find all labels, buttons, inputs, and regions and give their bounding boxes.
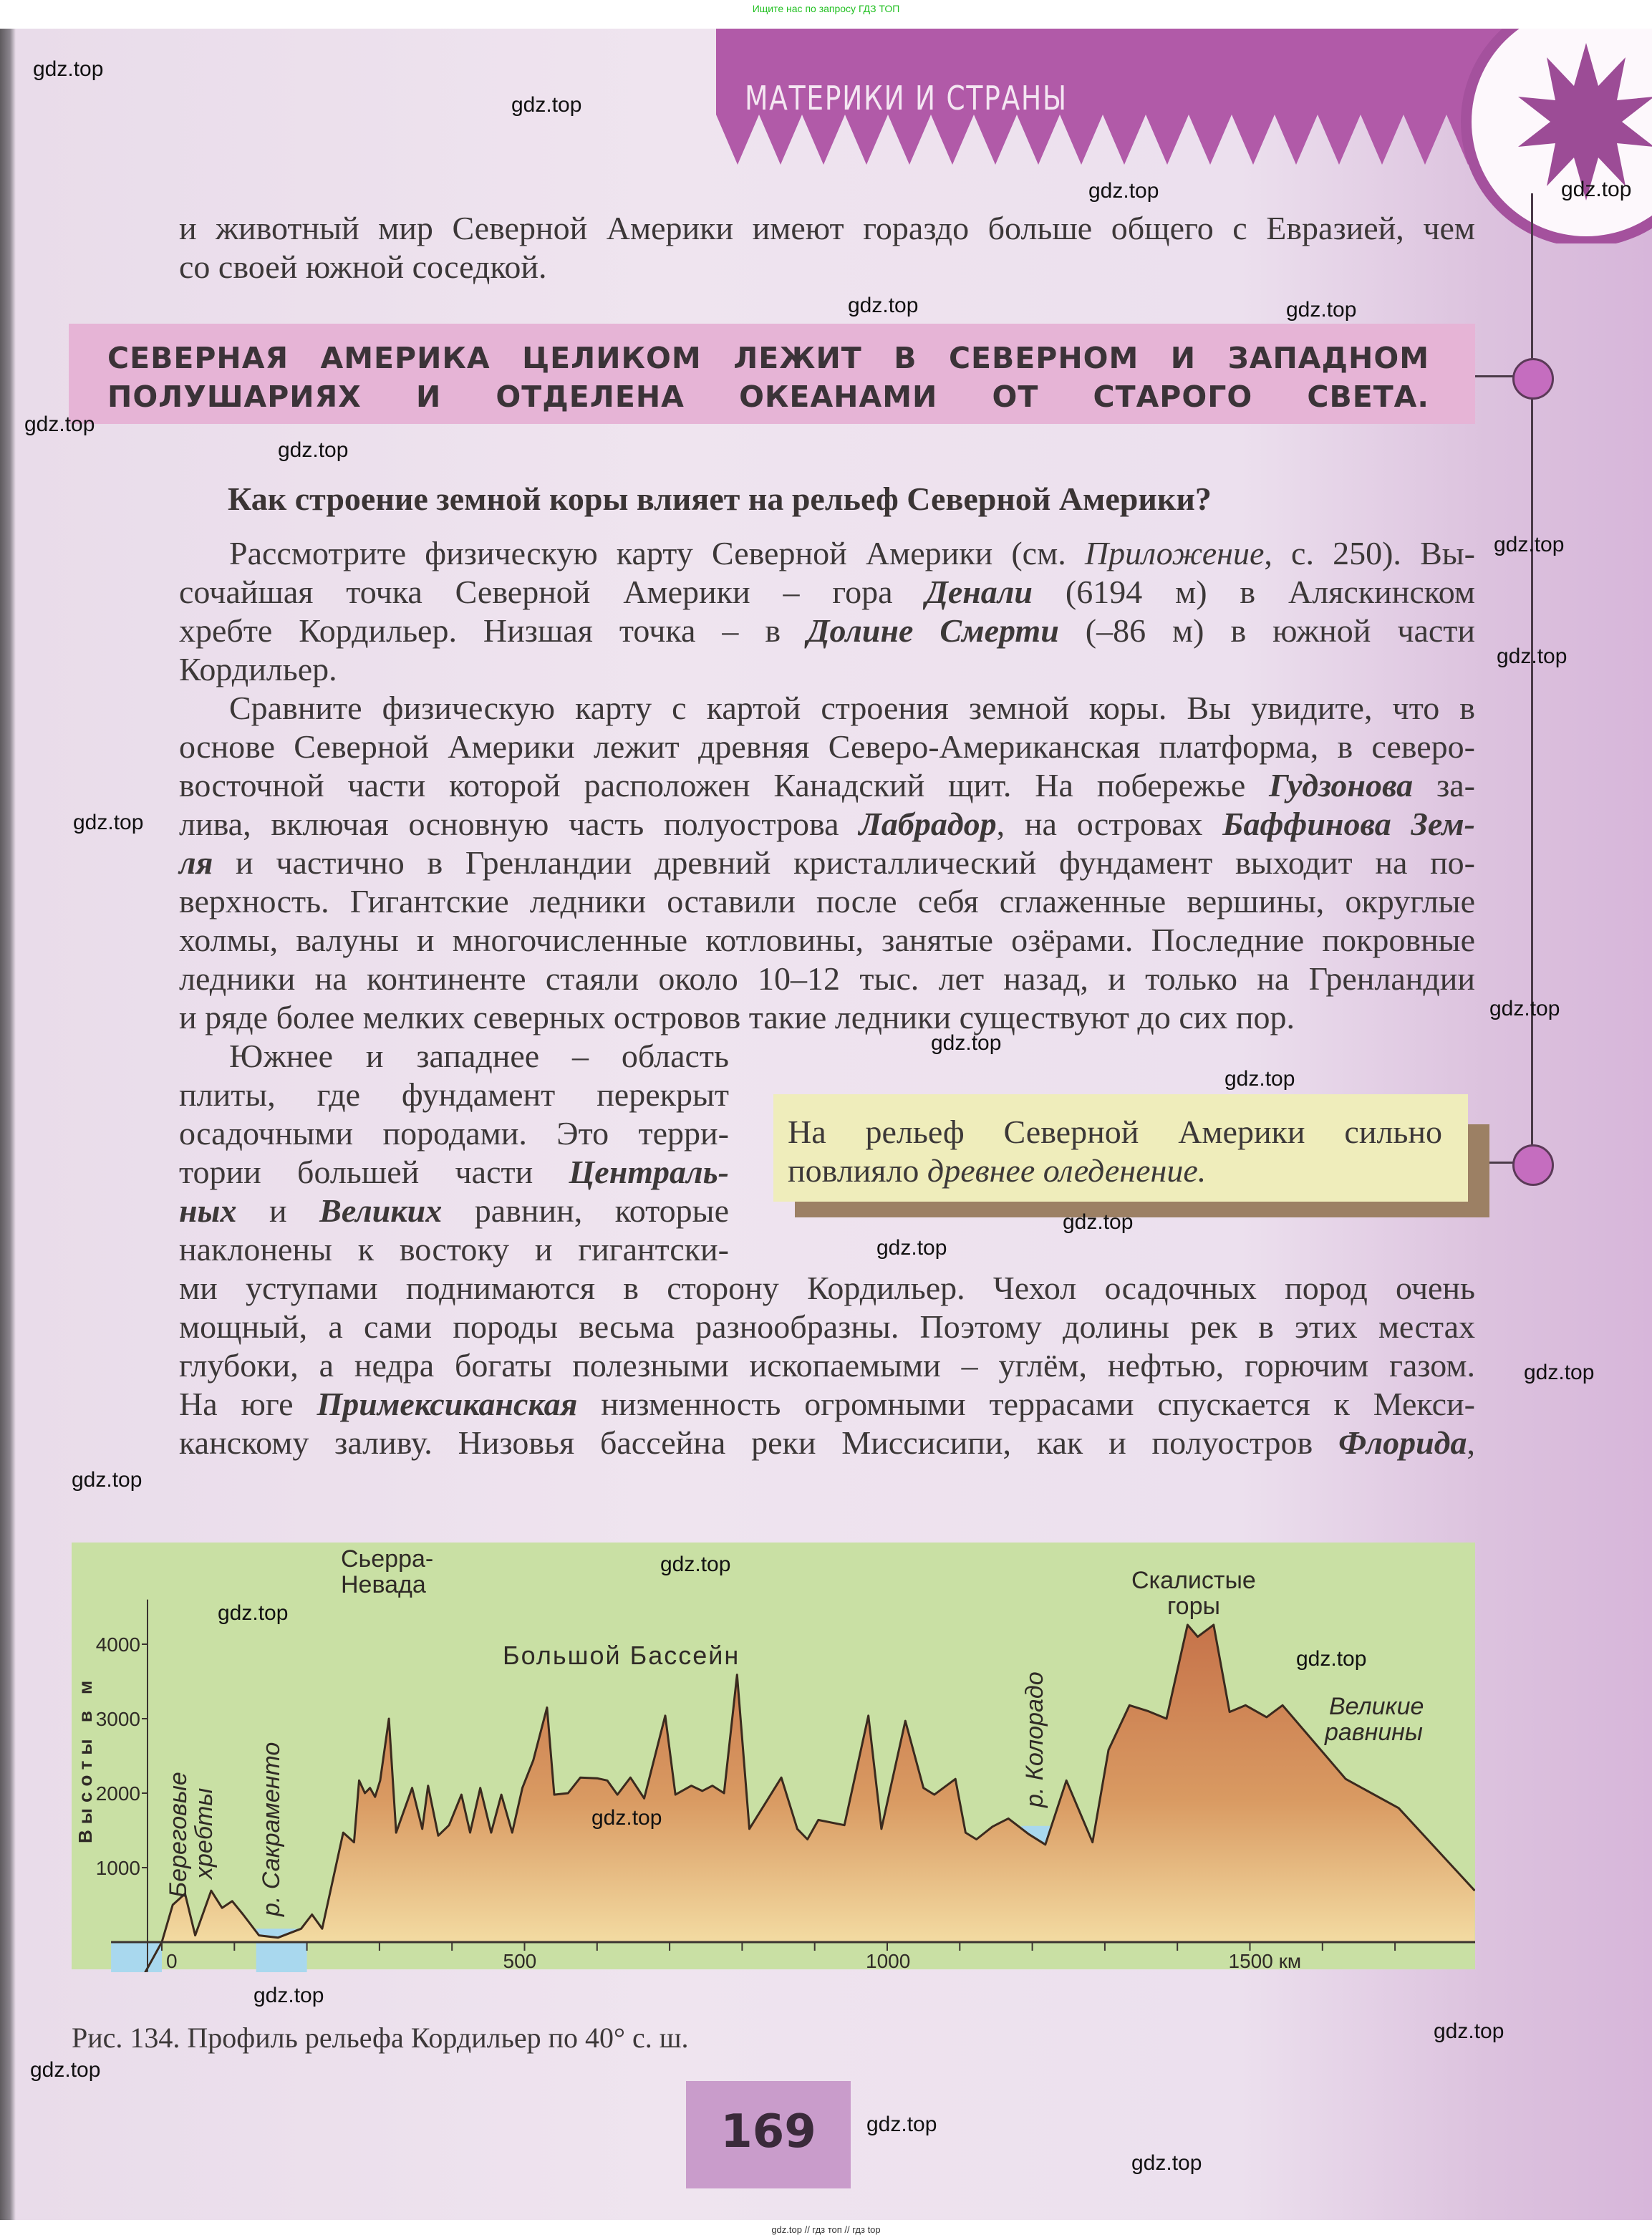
paragraph-line: [179, 766, 1475, 805]
x-tick-label: 1000: [866, 1950, 911, 1972]
connector-stub: [1475, 375, 1518, 377]
label-sacramento-river: р. Сакраменто: [258, 1742, 285, 1916]
text-run: низменность огромными террасами спускается к Мекси-: [577, 1386, 1475, 1422]
text-run: со своей южной соседкой.: [179, 248, 547, 285]
paragraph-line: [179, 650, 1475, 689]
text-run: хребте Кордильер. Низшая точка – в: [179, 612, 808, 649]
watermark-text: gdz.top: [218, 1601, 289, 1625]
connector-dot: [1512, 1144, 1554, 1186]
text-run: и частично в Гренландии древний кристаллический фундамент выходит на по-: [213, 844, 1475, 881]
watermark-text: gdz.top: [866, 2113, 937, 2136]
label-great-basin: Большой Бассейн: [503, 1641, 740, 1670]
text-run: , с. 250). Вы-: [1264, 535, 1475, 571]
x-tick-label: 0: [166, 1950, 178, 1972]
label-rocky-mountains-2: горы: [1167, 1593, 1220, 1620]
x-tick-label: 1500 км: [1228, 1950, 1302, 1972]
label-great-plains-2: равнины: [1325, 1719, 1423, 1746]
paragraph-line: [179, 921, 1475, 960]
margin-connector-line: [1531, 193, 1533, 1182]
watermark-text: gdz.top: [1524, 1361, 1595, 1384]
section-title: МАТЕРИКИ И СТРАНЫ: [745, 79, 1068, 117]
term-highlight: Лабрадор: [859, 806, 997, 842]
term-highlight: ля: [179, 844, 213, 881]
watermark-text: gdz.top: [30, 2058, 101, 2082]
callout-line: [788, 1113, 1442, 1152]
text-run: за-: [1413, 767, 1476, 803]
page-number: 169: [720, 2105, 816, 2158]
paragraph-line: [179, 998, 1475, 1037]
term-highlight: Централь-: [569, 1154, 729, 1190]
search-hint-banner: Ищите нас по запросу ГДЗ ТОП: [752, 3, 900, 14]
paragraph-line: [179, 1385, 1475, 1424]
term-highlight: Денали: [925, 574, 1033, 610]
watermark-text: gdz.top: [1497, 645, 1568, 668]
watermark-text: gdz.top: [278, 438, 349, 462]
text-run: сочайшая точка Северной Америки – гора: [179, 574, 926, 610]
watermark-text: gdz.top: [1131, 2151, 1202, 2175]
italic-text: древнее оледенение.: [927, 1152, 1207, 1189]
text-run: лива, включая основную часть полуострова: [179, 806, 859, 842]
paragraph-line: [179, 882, 1475, 921]
text-run: основе Северной Америки лежит древняя Северо-Американская платформа, в северо-: [179, 728, 1475, 765]
term-highlight: Примексиканская: [317, 1386, 578, 1422]
label-sierra-nevada-1: Сьерра-: [341, 1545, 434, 1573]
text-run: холмы, валуны и многочисленные котловины, занятые озёрами. Последние покровные: [179, 922, 1475, 958]
watermark-text: gdz.top: [1494, 533, 1565, 556]
text-run: глубоки, а недра богаты полезными ископаемыми – углём, нефтью, горючим газом.: [179, 1347, 1475, 1384]
footer-note: gdz.top // гдз топ // гдз top: [771, 2224, 881, 2235]
paragraph-line: [179, 728, 1475, 766]
paragraph-line: [179, 612, 1475, 650]
paragraph-line: [179, 1230, 729, 1269]
label-colorado-river: р. Колорадо: [1021, 1671, 1048, 1807]
text-run: ми уступами поднимаются в сторону Кордильер. Чехол осадочных пород очень: [179, 1270, 1475, 1306]
watermark-text: gdz.top: [72, 1468, 143, 1492]
text-run: и: [236, 1192, 320, 1229]
figure-caption: Рис. 134. Профиль рельефа Кордильер по 40° с. ш.: [72, 2022, 689, 2054]
paragraph-line: [179, 248, 1475, 286]
y-tick-label: 3000: [95, 1708, 140, 1730]
label-rocky-mountains-1: Скалистые: [1131, 1567, 1256, 1594]
watermark-text: gdz.top: [1063, 1210, 1134, 1234]
paragraph-line: [179, 1269, 1475, 1308]
text-run: (–86 м) в южной части: [1058, 612, 1476, 649]
paragraph-line: [179, 1308, 1475, 1346]
watermark-text: gdz.top: [1224, 1067, 1295, 1091]
watermark-text: gdz.top: [73, 811, 144, 834]
x-tick-label: 500: [503, 1950, 537, 1972]
watermark-text: gdz.top: [1434, 2019, 1504, 2043]
text-run: , на островах: [996, 806, 1223, 842]
paragraph-line: [179, 1114, 729, 1153]
text-run: верхность. Гигантские ледники оставили после себя сглаженные вершины, округлые: [179, 883, 1475, 919]
text-run: Кордильер.: [179, 651, 337, 687]
watermark-text: gdz.top: [1296, 1647, 1367, 1671]
watermark-text: gdz.top: [24, 412, 95, 436]
watermark-text: gdz.top: [253, 1984, 324, 2007]
text-run: осадочными породами. Это терри-: [179, 1115, 729, 1152]
paragraph-line: [179, 1424, 1475, 1462]
watermark-text: gdz.top: [1561, 178, 1632, 201]
y-axis-label: Высоты в м: [74, 1674, 96, 1843]
text-run: восточной части которой расположен Канадский щит. На побережье: [179, 767, 1270, 803]
key-statement-line: ПОЛУШАРИЯХ И ОТДЕЛЕНА ОКЕАНАМИ ОТ СТАРОГО СВЕТА.: [107, 380, 1429, 414]
term-highlight: Флорида: [1338, 1424, 1467, 1461]
y-tick-label: 2000: [95, 1782, 140, 1805]
paragraph-line: [179, 1076, 729, 1114]
watermark-text: gdz.top: [1489, 997, 1560, 1020]
text-run: мощный, а сами породы весьма разнообразны. Поэтому долины рек в этих местах: [179, 1308, 1475, 1345]
y-tick-label: 1000: [95, 1857, 140, 1879]
paragraph-line: [179, 573, 1475, 612]
paragraph-line: [179, 960, 1475, 998]
y-tick-label: 4000: [95, 1633, 140, 1656]
italic-text: Приложение: [1084, 535, 1265, 571]
text-run: ,: [1467, 1424, 1475, 1461]
text-run: Сравните физическую карту с картой строения земной коры. Вы увидите, что в: [229, 690, 1475, 726]
key-statement-line: СЕВЕРНАЯ АМЕРИКА ЦЕЛИКОМ ЛЕЖИТ В СЕВЕРНОМ И ЗАПАДНОМ: [107, 341, 1429, 375]
text-run: и ряде более мелких северных островов такие ледники существуют до сих пор.: [179, 999, 1295, 1036]
text-run: наклонены к востоку и гигантски-: [179, 1231, 729, 1268]
watermark-text: gdz.top: [876, 1236, 947, 1260]
paragraph-line: [179, 844, 1475, 882]
watermark-text: gdz.top: [660, 1553, 731, 1576]
text-run: равнин, которые: [442, 1192, 729, 1229]
callout-line: [788, 1152, 1442, 1190]
text-run: На рельеф Северной Америки сильно: [788, 1114, 1442, 1150]
connector-dot: [1512, 358, 1554, 400]
text-run: ледники на континенте стаяли около 10–12 тыс. лет назад, и только на Гренландии: [179, 960, 1475, 997]
text-run: повлияло: [788, 1152, 927, 1189]
label-coastal-ranges-2: хребты: [190, 1787, 218, 1879]
text-run: На юге: [179, 1386, 317, 1422]
term-highlight: Баффинова Зем-: [1222, 806, 1475, 842]
terrain-layer: [143, 1625, 1475, 1972]
term-highlight: ных: [179, 1192, 237, 1229]
watermark-text: gdz.top: [1088, 179, 1159, 203]
text-run: и животный мир Северной Америки имеют гораздо больше общего с Евразией, чем: [179, 210, 1475, 246]
term-highlight: Долине Смерти: [807, 612, 1059, 649]
text-run: Рассмотрите физическую карту Северной Америки (см.: [229, 535, 1085, 571]
paragraph-line: [179, 1346, 1475, 1385]
watermark-text: gdz.top: [1286, 298, 1357, 322]
term-highlight: Великих: [319, 1192, 443, 1229]
watermark-text: gdz.top: [33, 57, 104, 81]
text-run: (6194 м) в Аляскинском: [1033, 574, 1475, 610]
text-run: тории большей части: [179, 1154, 569, 1190]
paragraph-line: [229, 689, 1475, 728]
text-run: канскому заливу. Низовья бассейна реки Миссисипи, как и полуостров: [179, 1424, 1339, 1461]
label-sierra-nevada-2: Невада: [341, 1571, 426, 1598]
text-run: плиты, где фундамент перекрыт: [179, 1076, 729, 1113]
text-run: Южнее и западнее – область: [229, 1038, 729, 1074]
watermark-text: gdz.top: [848, 294, 919, 317]
paragraph-line: [229, 1037, 729, 1076]
watermark-text: gdz.top: [931, 1031, 1002, 1055]
paragraph-line: [179, 209, 1475, 248]
term-highlight: Гудзонова: [1269, 767, 1414, 803]
section-heading: Как строение земной коры влияет на рельеф Северной Америки?: [228, 481, 1212, 517]
paragraph-line: [179, 1192, 729, 1230]
paragraph-line: [179, 805, 1475, 844]
paragraph-line: [229, 534, 1475, 573]
watermark-text: gdz.top: [511, 93, 582, 117]
watermark-text: gdz.top: [591, 1806, 662, 1830]
label-coastal-ranges-1: Береговые: [165, 1772, 192, 1898]
paragraph-line: [179, 1153, 729, 1192]
label-great-plains-1: Великие: [1329, 1693, 1424, 1720]
